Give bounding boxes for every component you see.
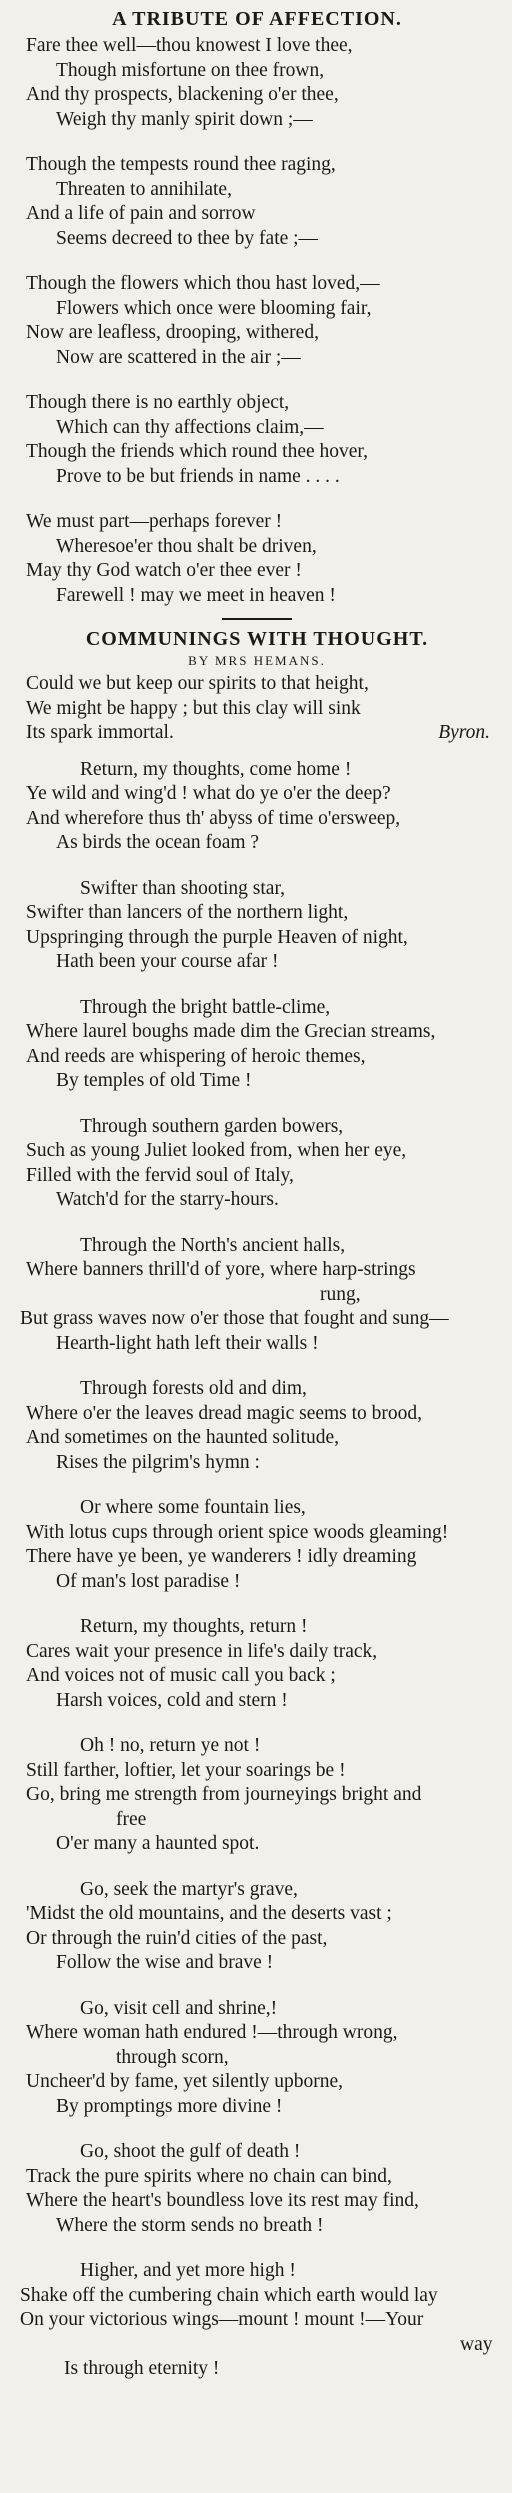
poem-line: Watch'd for the starry-hours. (56, 1189, 279, 1210)
stanza (20, 1615, 494, 1713)
poem-line: Or where some fountain lies, (80, 1497, 306, 1518)
stanza (20, 1997, 494, 2120)
poem-line: Hearth-light hath left their walls ! (56, 1332, 319, 1354)
stanza (20, 1734, 494, 1857)
poem-line: Rises the pilgrim's hymn : (56, 1451, 260, 1473)
poem-line: By promptings more divine ! (56, 2095, 283, 2117)
poem-line: Though misfortune on thee frown, (56, 59, 325, 81)
poem-line: Swifter than lancers of the northern light, (26, 902, 349, 923)
poem-line: And sometimes on the haunted solitude, (26, 1427, 340, 1448)
poem-line: Harsh voices, cold and stern ! (56, 1689, 288, 1711)
poem-line: Through southern garden bowers, (80, 1115, 344, 1137)
poem-line: Where laurel boughs made dim the Grecian streams, (26, 1021, 436, 1042)
poem-line: Shake off the cumbering chain which earth would lay (20, 2284, 438, 2306)
poem-line: And a life of pain and sorrow (26, 203, 256, 224)
poem-line: Seems decreed to thee by fate ;— (56, 227, 319, 249)
poem-line: Where banners thrill'd of yore, where harp-strings (26, 1259, 416, 1280)
poem-line: Wheresoe'er thou shalt be driven, (56, 535, 317, 557)
poem-line: Of man's lost paradise ! (56, 1570, 241, 1592)
stanza (20, 1234, 494, 1357)
poem-title-communings: COMMUNINGS WITH THOUGHT. (85, 628, 429, 650)
poem-communings (20, 758, 494, 2382)
poem-line: Fare thee well—thou knowest I love thee, (26, 35, 353, 56)
poem-line: May thy God watch o'er thee ever ! (26, 560, 302, 581)
stanza (20, 34, 494, 132)
poem-line: Where woman hath endured !—through wrong, (26, 2022, 398, 2043)
author-byline: BY MRS HEMANS. (188, 653, 326, 668)
poem-line: Track the pure spirits where no chain can bind, (26, 2165, 392, 2187)
poem-line: Though the tempests round thee raging, (26, 154, 336, 175)
poem-line: Through the North's ancient halls, (80, 1234, 346, 1256)
poem-tribute (20, 34, 494, 608)
stanza (20, 153, 494, 251)
poem-line: Where o'er the leaves dread magic seems to brood, (26, 1402, 423, 1424)
stanza (20, 391, 494, 489)
poem-line: Go, visit cell and shrine,! (80, 1997, 278, 2019)
epigraph (20, 672, 494, 746)
poem-line: By temples of old Time ! (56, 1070, 252, 1091)
epigraph-last-row (20, 721, 494, 746)
poem-line: Flowers which once were blooming fair, (56, 297, 372, 319)
poem-line: Or through the ruin'd cities of the past, (26, 1927, 328, 1949)
poem-line: Where the heart's boundless love its rest may find, (26, 2190, 419, 2211)
stanza (20, 1496, 494, 1594)
poem-line: Oh ! no, return ye not ! (80, 1735, 261, 1756)
poem-line: Now are leafless, drooping, withered, (26, 322, 319, 343)
poem-line: We must part—perhaps forever ! (26, 511, 283, 532)
epigraph-attribution: Byron. (438, 722, 490, 743)
poem-line: Go, shoot the gulf of death ! (80, 2141, 301, 2162)
poem-line: Is through eternity ! (64, 2358, 220, 2379)
stanza (20, 996, 494, 1094)
poem-title-tribute: A TRIBUTE OF AFFECTION. (112, 8, 402, 30)
poem-line: Prove to be but friends in name . . . . (56, 465, 340, 487)
epigraph-line: Its spark immortal. (26, 722, 174, 743)
stanza (20, 1377, 494, 1475)
poem-line: And reeds are whispering of heroic themes, (26, 1045, 366, 1067)
epigraph-line: We might be happy ; but this clay will sink (26, 697, 361, 719)
stanza (20, 1878, 494, 1976)
poem-line: And voices not of music call you back ; (26, 1665, 336, 1686)
poem-line: Go, bring me strength from journeyings bright and (26, 1784, 422, 1805)
poem-line: Though the flowers which thou hast loved,— (26, 273, 380, 294)
stanza (20, 510, 494, 608)
poem-line: Threaten to annihilate, (56, 178, 232, 200)
poem-line: Now are scattered in the air ;— (56, 346, 301, 368)
section-divider (222, 618, 292, 620)
poem-line: Still farther, loftier, let your soarings be ! (26, 1759, 346, 1781)
poem-line: Go, seek the martyr's grave, (80, 1878, 298, 1900)
poem-line: Ye wild and wing'd ! what do ye o'er the deep? (26, 783, 391, 804)
stanza (20, 2140, 494, 2238)
poem-line: way (460, 2333, 493, 2355)
poem-line: Such as young Juliet looked from, when her eye, (26, 1140, 407, 1161)
poem-line: through scorn, (116, 2046, 229, 2068)
poem-line: Filled with the fervid soul of Italy, (26, 1164, 294, 1186)
poem-line: Weigh thy manly spirit down ;— (56, 108, 313, 130)
stanza (20, 1115, 494, 1213)
poem-line: Follow the wise and brave ! (56, 1952, 274, 1973)
poem-line: Where the storm sends no breath ! (56, 2214, 324, 2236)
poem-line: Upspringing through the purple Heaven of night, (26, 926, 408, 948)
poem-line: Swifter than shooting star, (80, 877, 286, 899)
poem-line: Though there is no earthly object, (26, 392, 290, 413)
poem-line: free (116, 1808, 147, 1830)
poem-line: And thy prospects, blackening o'er thee, (26, 84, 339, 105)
poem-line: Return, my thoughts, come home ! (80, 758, 352, 780)
poem-line: Uncheer'd by fame, yet silently upborne, (26, 2071, 344, 2092)
stanza (20, 272, 494, 370)
poem-line: 'Midst the old mountains, and the deserts vast ; (26, 1903, 392, 1924)
stanza (20, 877, 494, 975)
poem-line: As birds the ocean foam ? (56, 832, 260, 853)
poem-line: With lotus cups through orient spice woods gleaming! (26, 1521, 449, 1543)
poem-line: Through forests old and dim, (80, 1378, 307, 1399)
poem-line: Cares wait your presence in life's daily track, (26, 1640, 378, 1662)
poem-line: Hath been your course afar ! (56, 951, 279, 972)
poem-line: Higher, and yet more high ! (80, 2260, 296, 2281)
poem-line: rung, (320, 1283, 361, 1305)
poem-line: Farewell ! may we meet in heaven ! (56, 584, 336, 606)
poem-line: Return, my thoughts, return ! (80, 1616, 308, 1637)
poem-line: On your victorious wings—mount ! mount !—Your (20, 2309, 424, 2330)
poem-line: O'er many a haunted spot. (56, 1833, 260, 1854)
epigraph-line: Could we but keep our spirits to that height, (26, 673, 369, 694)
poem-line: There have ye been, ye wanderers ! idly dreaming (26, 1546, 417, 1567)
poem-line: Though the friends which round thee hover, (26, 441, 369, 462)
poem-line: Through the bright battle-clime, (80, 996, 331, 1018)
poem-line: And wherefore thus th' abyss of time o'ersweep, (26, 807, 401, 829)
poem-line: But grass waves now o'er those that fought and sung— (20, 1308, 449, 1329)
stanza (20, 758, 494, 856)
poem-line: Which can thy affections claim,— (56, 416, 324, 438)
stanza (20, 2259, 494, 2382)
